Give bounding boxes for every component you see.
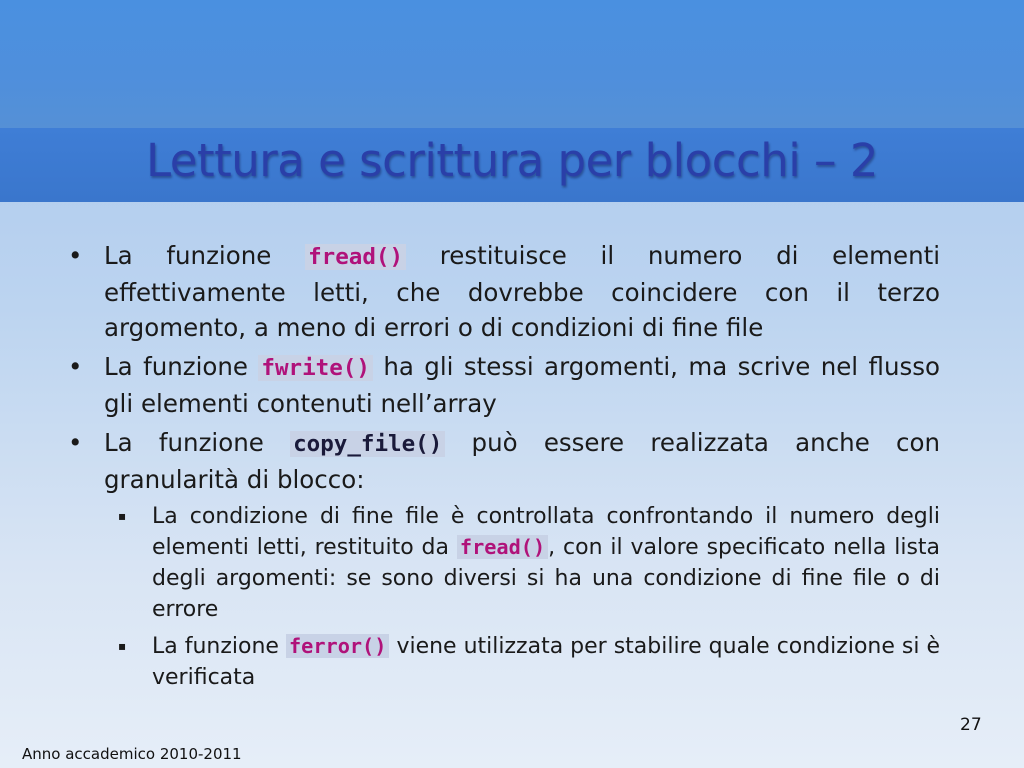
- bullet-icon: •: [68, 428, 83, 457]
- sub-bullet-item: [66, 631, 940, 693]
- footer-text: Anno accademico 2010-2011: [22, 745, 242, 763]
- sub-bullet-text: La funzione: [152, 634, 279, 659]
- bullet-text: La funzione: [104, 428, 264, 457]
- slide-body: [66, 238, 940, 699]
- bullet-item: [66, 425, 940, 497]
- code-fwrite: fwrite(): [258, 355, 373, 381]
- sub-bullet-icon: ▪: [118, 509, 127, 523]
- bullet-icon: •: [68, 241, 83, 270]
- sub-bullet-text: La condizione di fine file è controllata confrontando il numero degli elementi letti, restituito da: [152, 504, 940, 560]
- sub-bullet-icon: ▪: [118, 639, 127, 653]
- code-copy-file: copy_file(): [290, 431, 445, 457]
- sub-bullet-text: , con il valore specificato nella lista degli argomenti: se sono diversi si ha una condizione di fine file o di errore: [152, 535, 941, 622]
- slide-title: Lettura e scrittura per blocchi – 2: [146, 134, 878, 187]
- bullet-text: può essere realizzata anche con granularità di blocco:: [104, 428, 940, 494]
- sub-bullet-item: [66, 501, 940, 625]
- sub-bullet-text: viene utilizzata per stabilire quale condizione si è verificata: [152, 634, 940, 690]
- header-band: [0, 0, 1024, 128]
- bullet-text: ha gli stessi argomenti, ma scrive nel flusso gli elementi contenuti nell’array: [104, 352, 940, 418]
- bullet-text: La funzione: [104, 352, 249, 381]
- bullet-text: La funzione: [104, 241, 272, 270]
- bullet-icon: •: [68, 352, 83, 381]
- code-ferror: ferror(): [286, 634, 389, 658]
- code-fread: fread(): [305, 244, 406, 270]
- code-fread: fread(): [457, 535, 548, 559]
- bullet-item: [66, 349, 940, 421]
- bullet-text: restituisce il numero di elementi effettivamente letti, che dovrebbe coincidere con il terzo argomento, a meno di errori o di condizioni di fine file: [104, 241, 941, 342]
- bullet-item: [66, 238, 940, 345]
- page-number: 27: [960, 715, 982, 735]
